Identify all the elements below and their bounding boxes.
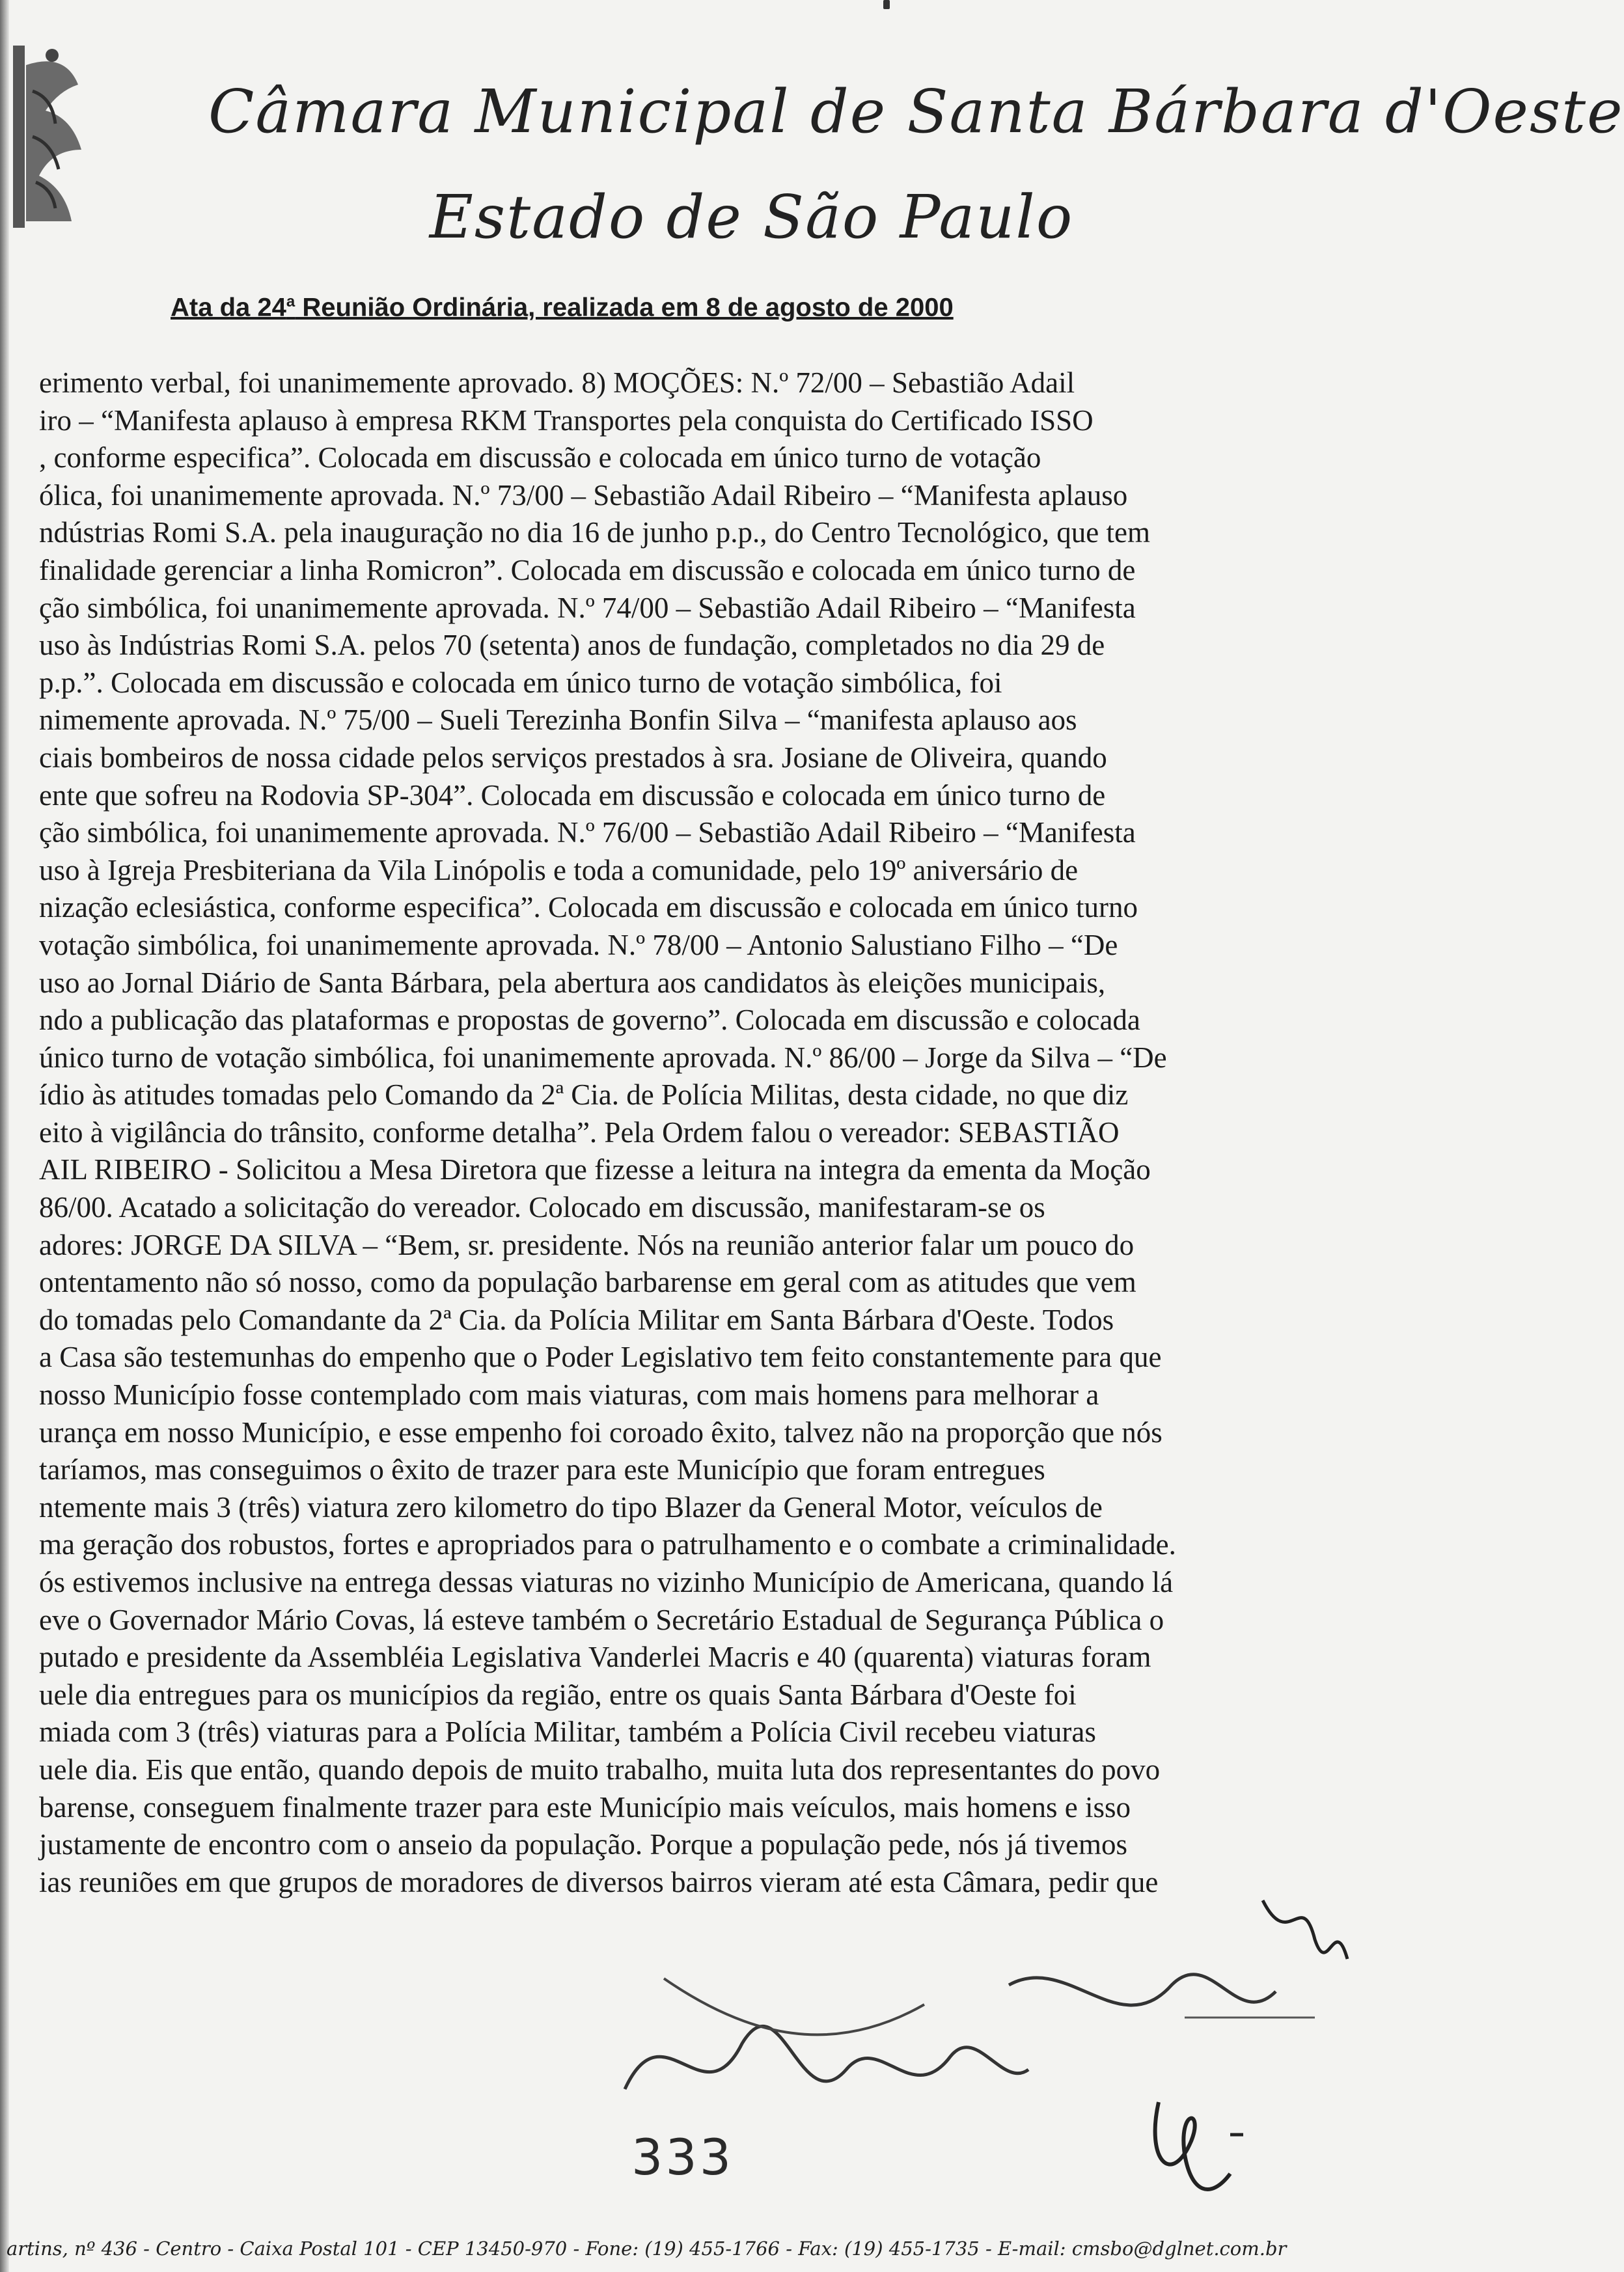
minute-title-rest: Reunião Ordinária, realizada em 8 de agosto de 2000 — [295, 293, 954, 322]
scan-mark — [883, 0, 890, 9]
body-line: nização eclesiástica, conforme especifica”. Colocada em discussão e colocada em único turno — [39, 891, 1138, 924]
body-line: ente que sofreu na Rodovia SP-304”. Colocada em discussão e colocada em único turno de — [39, 778, 1106, 812]
body-line: ídio às atitudes tomadas pelo Comando da 2ª Cia. de Polícia Militas, desta cidade, no que diz — [39, 1078, 1129, 1112]
body-line: ndústrias Romi S.A. pela inauguração no dia 16 de junho p.p., do Centro Tecnológico, que tem — [39, 516, 1150, 549]
body-line: taríamos, mas conseguimos o êxito de trazer para este Município que foram entregues — [39, 1453, 1045, 1486]
body-line: uele dia entregues para os municípios da região, entre os quais Santa Bárbara d'Oeste foi — [39, 1678, 1077, 1711]
body-line: finalidade gerenciar a linha Romicron”. Colocada em discussão e colocada em único turno de — [39, 553, 1136, 586]
body-line: uele dia. Eis que então, quando depois de muito trabalho, muita luta dos representantes do povo — [39, 1753, 1161, 1786]
body-line: ólica, foi unanimemente aprovada. N.º 73/00 – Sebastião Adail Ribeiro – “Manifesta aplauso — [39, 478, 1128, 512]
signatures — [586, 1874, 1367, 2154]
minute-title-ordinal: a — [286, 293, 296, 310]
state-heading: Estado de São Paulo — [429, 182, 1074, 252]
body-line: eito à vigilância do trânsito, conforme detalha”. Pela Ordem falou o vereador: SEBASTIÃO — [39, 1115, 1120, 1149]
body-line: uso ao Jornal Diário de Santa Bárbara, pela abertura aos candidatos às eleições municipais, — [39, 966, 1106, 999]
footer-address: artins, nº 436 - Centro - Caixa Postal 101 - CEP 13450-970 - Fone: (19) 455-1766 - Fax: (19) 455-1735 - E-mail: cmsbo@dglnet.com.br — [7, 2238, 1287, 2260]
initials-rubric — [1133, 2083, 1250, 2213]
body-line: nosso Município fosse contemplado com mais viaturas, com mais homens para melhorar a — [39, 1378, 1099, 1412]
body-line: barense, conseguem finalmente trazer para este Município mais veículos, mais homens e isso — [39, 1790, 1131, 1824]
body-line: putado e presidente da Assembléia Legislativa Vanderlei Macris e 40 (quarenta) viaturas foram — [39, 1641, 1151, 1674]
body-line: uso às Indústrias Romi S.A. pelos 70 (setenta) anos de fundação, completados no dia 29 de — [39, 629, 1105, 662]
body-line: ntemente mais 3 (três) viatura zero kilometro do tipo Blazer da General Motor, veículos de — [39, 1490, 1103, 1524]
body-line: AIL RIBEIRO - Solicitou a Mesa Diretora que fizesse a leitura na integra da ementa da Moção — [39, 1153, 1151, 1186]
body-line: ção simbólica, foi unanimemente aprovada. N.º 76/00 – Sebastião Adail Ribeiro – “Manifesta — [39, 816, 1136, 849]
body-line: justamente de encontro com o anseio da população. Porque a população pede, nós já tivemos — [39, 1828, 1127, 1861]
body-line: urança em nosso Município, e esse empenho foi coroado êxito, talvez não na proporção que nós — [39, 1416, 1163, 1449]
body-line: ciais bombeiros de nossa cidade pelos serviços prestados à sra. Josiane de Oliveira, quando — [39, 741, 1107, 774]
body-line: nimemente aprovada. N.º 75/00 – Sueli Terezinha Bonfin Silva – “manifesta aplauso aos — [39, 704, 1077, 737]
minute-title — [171, 293, 954, 322]
minute-body-text — [39, 364, 1276, 1901]
body-line: uso à Igreja Presbiteriana da Vila Linópolis e toda a comunidade, pelo 19º aniversário de — [39, 853, 1079, 886]
body-line: ós estivemos inclusive na entrega dessas viaturas no vizinho Município de Americana, quando lá — [39, 1566, 1174, 1598]
body-line: erimento verbal, foi unanimemente aprovado. 8) MOÇÕES: N.º 72/00 – Sebastião Adail — [39, 366, 1075, 399]
body-line: votação simbólica, foi unanimemente aprovada. N.º 78/00 – Antonio Salustiano Filho – “De — [39, 928, 1118, 961]
page-number: 333 — [631, 2128, 734, 2186]
body-line: ndo a publicação das plataformas e propostas de governo”. Colocada em discussão e colocada — [39, 1004, 1140, 1037]
body-line: eve o Governador Mário Covas, lá esteve também o Secretário Estadual de Segurança Pública o — [39, 1603, 1164, 1636]
binding-shadow — [0, 0, 9, 2272]
body-line: a Casa são testemunhas do empenho que o Poder Legislativo tem feito constantemente para que — [39, 1341, 1162, 1374]
body-line: iro – “Manifesta aplauso à empresa RKM Transportes pela conquista do Certificado ISSO — [39, 404, 1094, 437]
body-line: único turno de votação simbólica, foi unanimemente aprovada. N.º 86/00 – Jorge da Silva – “De — [39, 1041, 1167, 1074]
body-line: , conforme especifica”. Colocada em discussão e colocada em único turno de votação — [39, 441, 1041, 474]
minute-title-prefix: Ata da 24 — [171, 293, 286, 322]
body-line: ma geração dos robustos, fortes e apropriados para o patrulhamento e o combate a criminalidade. — [39, 1528, 1176, 1561]
body-line: ias reuniões em que grupos de moradores de diversos bairros vieram até esta Câmara, pedir que — [39, 1865, 1159, 1898]
body-line: ontentamento não só nosso, como da população barbarense em geral com as atitudes que vem — [39, 1266, 1136, 1299]
body-line: do tomadas pelo Comandante da 2ª Cia. da Polícia Militar em Santa Bárbara d'Oeste. Todos — [39, 1303, 1114, 1336]
body-line: ção simbólica, foi unanimemente aprovada. N.º 74/00 – Sebastião Adail Ribeiro – “Manifesta — [39, 591, 1136, 624]
body-line: adores: JORGE DA SILVA – “Bem, sr. presidente. Nós na reunião anterior falar um pouco do — [39, 1228, 1135, 1261]
body-line: miada com 3 (três) viaturas para a Polícia Militar, também a Polícia Civil recebeu viaturas — [39, 1716, 1096, 1749]
chamber-name-heading: Câmara Municipal de Santa Bárbara d'Oeste — [208, 77, 1624, 146]
body-line: 86/00. Acatado a solicitação do vereador. Colocado em discussão, manifestaram-se os — [39, 1191, 1045, 1224]
body-line: p.p.”. Colocada em discussão e colocada em único turno de votação simbólica, foi — [39, 666, 1002, 699]
